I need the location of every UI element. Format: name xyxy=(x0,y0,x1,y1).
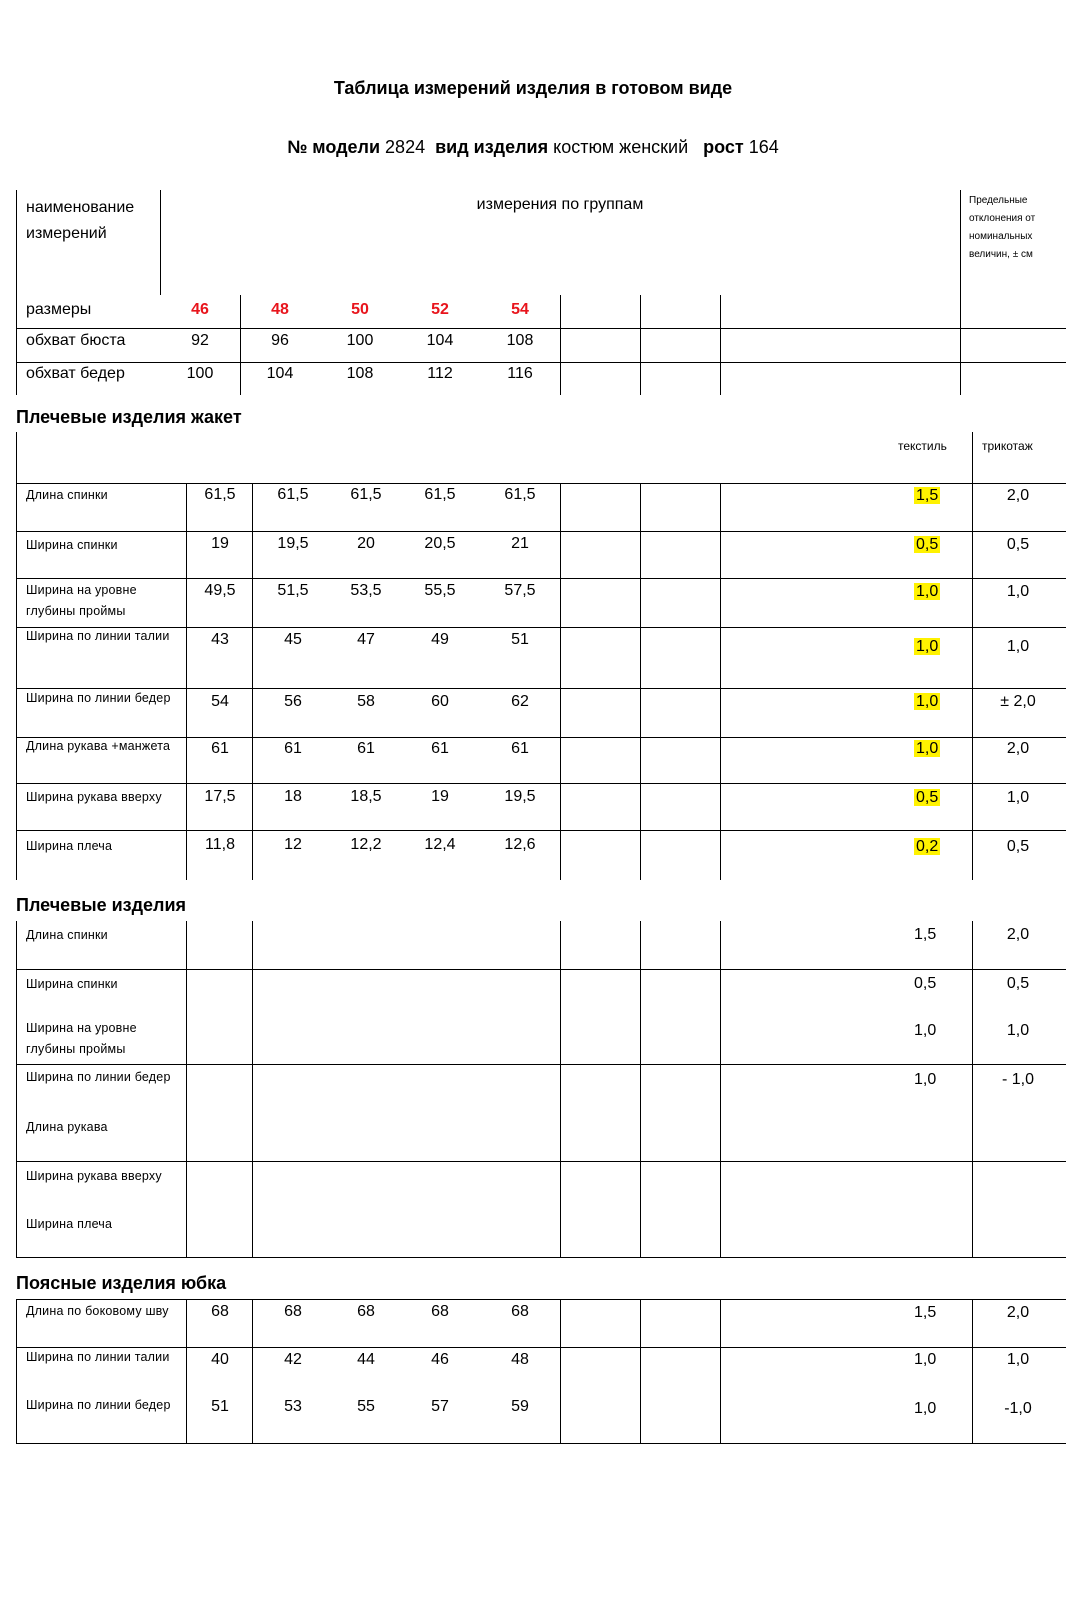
cell-value: 58 xyxy=(357,693,375,710)
cell-value: 55,5 xyxy=(424,582,456,599)
col-knit: трикотаж xyxy=(982,439,1033,453)
hips-label: обхват бедер xyxy=(26,365,125,382)
row-label: Ширина плеча xyxy=(26,1217,113,1231)
knit-value: - 1,0 xyxy=(1001,1071,1034,1088)
cell-value: 68 xyxy=(284,1303,302,1320)
row-label: Ширина спинки xyxy=(26,977,118,991)
cell-value: 20,5 xyxy=(424,535,456,552)
row-label: Ширина по линии бедер xyxy=(26,691,171,705)
textile-value: 1,5 xyxy=(914,926,937,943)
bust-value: 100 xyxy=(346,332,374,349)
knit-value: 2,0 xyxy=(1006,740,1030,757)
cell-value: 51 xyxy=(211,1398,229,1415)
cell-value: 68 xyxy=(431,1303,449,1320)
row-label: Ширина на уровне глубины проймы xyxy=(26,1021,137,1056)
row-label: Ширина плеча xyxy=(26,839,113,853)
cell-value: 12 xyxy=(284,836,302,853)
header-tolerance: Предельные отклонения от номинальных величин, ± см xyxy=(969,195,1036,260)
hips-value: 104 xyxy=(266,365,294,382)
cell-value: 18,5 xyxy=(350,788,382,805)
knit-value: 1,0 xyxy=(1006,638,1030,655)
cell-value: 47 xyxy=(357,631,375,648)
knit-value: 1,0 xyxy=(1006,1022,1030,1039)
row-label: Ширина по линии бедер xyxy=(26,1398,171,1412)
cell-value: 19 xyxy=(211,535,229,552)
cell-value: 49,5 xyxy=(204,582,236,599)
textile-value: 1,0 xyxy=(916,740,939,757)
cell-value: 61 xyxy=(211,740,229,757)
cell-value: 57 xyxy=(431,1398,449,1415)
textile-value: 1,0 xyxy=(914,1022,937,1039)
cell-value: 57,5 xyxy=(504,582,536,599)
cell-value: 42 xyxy=(284,1351,302,1368)
page-title: Таблица измерений изделия в готовом виде xyxy=(333,78,733,98)
knit-value: 0,5 xyxy=(1006,838,1030,855)
row-label: Длина по боковому шву xyxy=(26,1304,169,1318)
model-value: 2824 xyxy=(385,137,426,157)
textile-value: 0,2 xyxy=(916,838,939,855)
cell-value: 62 xyxy=(511,693,529,710)
cell-value: 68 xyxy=(511,1303,529,1320)
kind-value: костюм женский xyxy=(553,137,689,157)
size-50: 50 xyxy=(351,301,369,318)
textile-value: 1,0 xyxy=(916,693,939,710)
textile-value: 0,5 xyxy=(916,536,939,553)
cell-value: 17,5 xyxy=(204,788,236,805)
col-textile: текстиль xyxy=(898,439,947,453)
cell-value: 61,5 xyxy=(204,486,236,503)
cell-value: 61,5 xyxy=(277,486,309,503)
knit-value: ± 2,0 xyxy=(1000,693,1036,710)
cell-value: 53,5 xyxy=(350,582,382,599)
cell-value: 61 xyxy=(511,740,529,757)
cell-value: 12,4 xyxy=(424,836,456,853)
row-label: Длина рукава xyxy=(26,1120,108,1134)
cell-value: 55 xyxy=(357,1398,375,1415)
cell-value: 45 xyxy=(284,631,302,648)
hips-value: 100 xyxy=(186,365,214,382)
header-name-col: наименование измерений xyxy=(26,199,135,242)
cell-value: 49 xyxy=(431,631,449,648)
size-54: 54 xyxy=(511,301,529,318)
cell-value: 46 xyxy=(431,1351,449,1368)
cell-value: 48 xyxy=(511,1351,529,1368)
cell-value: 61,5 xyxy=(350,486,382,503)
row-label: Ширина по линии талии xyxy=(26,1350,170,1364)
knit-value: 2,0 xyxy=(1006,1304,1030,1321)
row-label: Длина рукава +манжета xyxy=(26,739,171,753)
cell-value: 51,5 xyxy=(277,582,309,599)
cell-value: 61 xyxy=(357,740,375,757)
knit-value: 0,5 xyxy=(1006,536,1030,553)
size-46: 46 xyxy=(191,301,209,318)
cell-value: 51 xyxy=(511,631,529,648)
row-label: Ширина по линии талии xyxy=(26,629,170,643)
cell-value: 19,5 xyxy=(504,788,536,805)
knit-value: 1,0 xyxy=(1006,789,1030,806)
cell-value: 61,5 xyxy=(504,486,536,503)
textile-value: 0,5 xyxy=(914,975,937,992)
cell-value: 68 xyxy=(357,1303,375,1320)
textile-value: 1,0 xyxy=(916,583,939,600)
cell-value: 19,5 xyxy=(277,535,309,552)
section-title-jacket: Плечевые изделия жакет xyxy=(16,407,242,427)
textile-value: 1,5 xyxy=(914,1304,937,1321)
knit-value: 0,5 xyxy=(1006,975,1030,992)
textile-value: 1,0 xyxy=(914,1400,937,1417)
section-title-skirt: Поясные изделия юбка xyxy=(16,1273,227,1293)
model-line xyxy=(0,137,1066,158)
cell-value: 53 xyxy=(284,1398,302,1415)
height-label: рост xyxy=(703,137,744,157)
cell-value: 21 xyxy=(511,535,529,552)
bust-value: 104 xyxy=(426,332,454,349)
cell-value: 56 xyxy=(284,693,302,710)
row-label: Ширина на уровне глубины проймы xyxy=(26,583,137,618)
bust-value: 108 xyxy=(506,332,534,349)
cell-value: 59 xyxy=(511,1398,529,1415)
kind-label: вид изделия xyxy=(435,137,549,157)
cell-value: 60 xyxy=(431,693,449,710)
knit-value: 2,0 xyxy=(1006,926,1030,943)
row-label: Ширина рукава вверху xyxy=(26,790,162,804)
knit-value: 1,0 xyxy=(1006,1351,1030,1368)
knit-value: 2,0 xyxy=(1006,487,1030,504)
row-label: Ширина спинки xyxy=(26,538,118,552)
cell-value: 40 xyxy=(211,1351,229,1368)
cell-value: 54 xyxy=(211,693,229,710)
size-48: 48 xyxy=(271,301,289,318)
sizes-label: размеры xyxy=(26,301,92,318)
cell-value: 12,6 xyxy=(504,836,536,853)
textile-value: 1,5 xyxy=(916,487,939,504)
header-groups: измерения по группам xyxy=(476,196,644,213)
row-label: Ширина по линии бедер xyxy=(26,1070,171,1084)
cell-value: 61,5 xyxy=(424,486,456,503)
section-title-shoulder: Плечевые изделия xyxy=(16,895,187,915)
height-value: 164 xyxy=(748,137,779,157)
textile-value: 0,5 xyxy=(916,789,939,806)
cell-value: 18 xyxy=(284,788,302,805)
row-label: Длина спинки xyxy=(26,488,108,502)
model-label: № модели xyxy=(287,137,381,157)
cell-value: 68 xyxy=(211,1303,229,1320)
size-52: 52 xyxy=(431,301,449,318)
row-label: Ширина рукава вверху xyxy=(26,1169,162,1183)
cell-value: 44 xyxy=(357,1351,375,1368)
bust-value: 96 xyxy=(271,332,289,349)
textile-value: 1,0 xyxy=(914,1071,937,1088)
hips-value: 116 xyxy=(507,365,533,382)
cell-value: 19 xyxy=(431,788,449,805)
hips-value: 108 xyxy=(346,365,374,382)
textile-value: 1,0 xyxy=(916,638,939,655)
cell-value: 61 xyxy=(284,740,302,757)
hips-value: 112 xyxy=(427,365,453,382)
bust-value: 92 xyxy=(191,332,209,349)
textile-value: 1,0 xyxy=(914,1351,937,1368)
knit-value: 1,0 xyxy=(1006,583,1030,600)
cell-value: 12,2 xyxy=(350,836,382,853)
cell-value: 11,8 xyxy=(205,836,235,853)
knit-value: -1,0 xyxy=(1004,1400,1032,1417)
cell-value: 61 xyxy=(431,740,449,757)
bust-label: обхват бюста xyxy=(26,332,126,349)
cell-value: 43 xyxy=(211,631,229,648)
row-label: Длина спинки xyxy=(26,928,108,942)
cell-value: 20 xyxy=(357,535,375,552)
